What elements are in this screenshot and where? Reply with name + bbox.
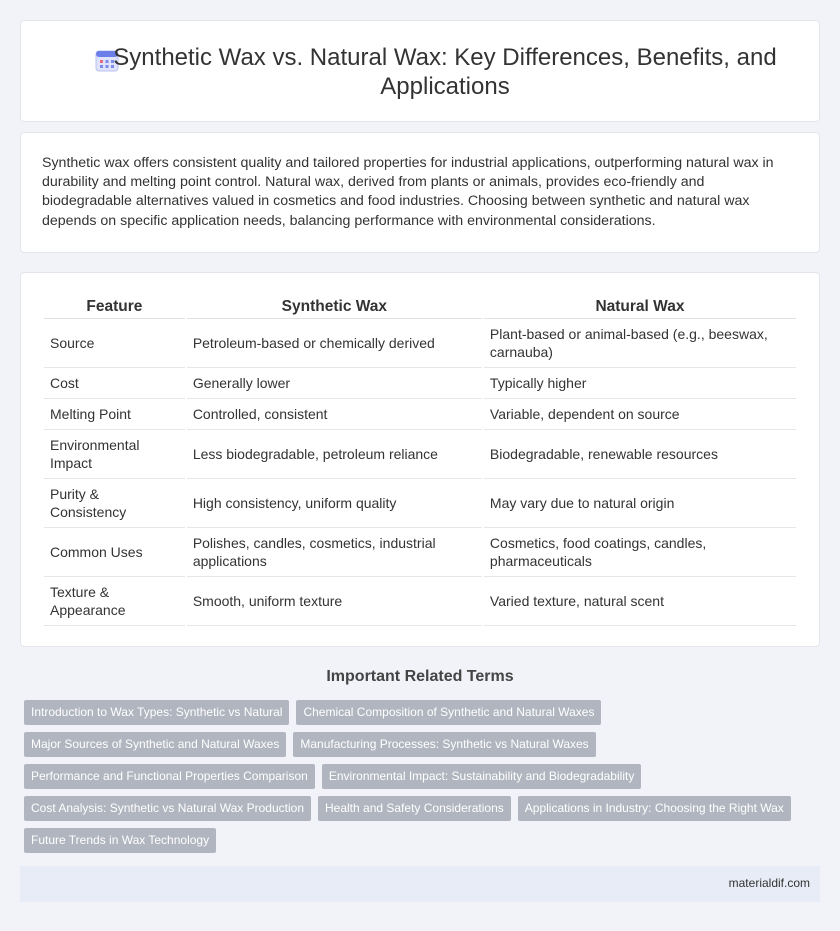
title-card <box>20 20 820 122</box>
footer <box>20 866 820 902</box>
related-term-link[interactable]: Chemical Composition of Synthetic and Natural Waxes <box>296 700 601 725</box>
table-cell: Less biodegradable, petroleum reliance <box>187 430 482 479</box>
related-term-link[interactable]: Health and Safety Considerations <box>318 796 511 821</box>
tag-row <box>24 796 804 821</box>
table-cell: Variable, dependent on source <box>484 399 796 430</box>
table-row <box>44 399 796 430</box>
related-terms-heading: Important Related Terms <box>326 668 514 685</box>
related-term-link[interactable]: Cost Analysis: Synthetic vs Natural Wax Production <box>24 796 311 821</box>
column-header: Natural Wax <box>484 295 796 319</box>
intro-card <box>20 132 820 253</box>
table-cell: Cost <box>44 368 185 399</box>
table-row <box>44 577 796 626</box>
intro-paragraph: Synthetic wax offers consistent quality and tailored properties for industrial applications, outperforming natural wax in durability and melting point control. Natural wax, derived from plants or animals, provides eco-friendly and biodegradable alternatives valued in cosmetics and food industries. Choosing between synthetic and natural wax depends on specific application needs, balancing performance with environmental considerations. <box>42 155 774 229</box>
table-cell: Melting Point <box>44 399 185 430</box>
table-row <box>44 430 796 479</box>
column-header: Feature <box>44 295 185 319</box>
table-cell: Plant-based or animal-based (e.g., beeswax, carnauba) <box>484 319 796 368</box>
related-term-link[interactable]: Major Sources of Synthetic and Natural Waxes <box>24 732 286 757</box>
related-term-link[interactable]: Future Trends in Wax Technology <box>24 828 216 853</box>
tag-row <box>24 700 804 725</box>
column-header: Synthetic Wax <box>187 295 482 319</box>
table-cell: High consistency, uniform quality <box>187 479 482 528</box>
table-row <box>44 319 796 368</box>
footer-site-name: materialdif.com <box>728 876 810 890</box>
table-cell: Purity & Consistency <box>44 479 185 528</box>
comparison-card <box>20 272 820 647</box>
page-title: Synthetic Wax vs. Natural Wax: Key Differences, Benefits, and Applications <box>113 44 777 100</box>
table-cell: Polishes, candles, cosmetics, industrial applications <box>187 528 482 577</box>
table-cell: Varied texture, natural scent <box>484 577 796 626</box>
table-cell: Biodegradable, renewable resources <box>484 430 796 479</box>
tag-row <box>24 828 804 853</box>
table-cell: Smooth, uniform texture <box>187 577 482 626</box>
table-cell: Controlled, consistent <box>187 399 482 430</box>
tag-row <box>24 732 804 757</box>
related-terms <box>24 700 804 860</box>
table-row <box>44 479 796 528</box>
table-cell: Cosmetics, food coatings, candles, pharmaceuticals <box>484 528 796 577</box>
table-row <box>44 528 796 577</box>
related-term-link[interactable]: Environmental Impact: Sustainability and Biodegradability <box>322 764 642 789</box>
table-cell: Texture & Appearance <box>44 577 185 626</box>
table-cell: Common Uses <box>44 528 185 577</box>
comparison-table <box>42 295 798 626</box>
tag-row <box>24 764 804 789</box>
table-cell: Environmental Impact <box>44 430 185 479</box>
related-term-link[interactable]: Introduction to Wax Types: Synthetic vs Natural <box>24 700 289 725</box>
table-cell: Source <box>44 319 185 368</box>
table-cell: Petroleum-based or chemically derived <box>187 319 482 368</box>
table-cell: May vary due to natural origin <box>484 479 796 528</box>
table-row <box>44 368 796 399</box>
table-cell: Generally lower <box>187 368 482 399</box>
table-cell: Typically higher <box>484 368 796 399</box>
related-term-link[interactable]: Performance and Functional Properties Comparison <box>24 764 315 789</box>
related-term-link[interactable]: Applications in Industry: Choosing the Right Wax <box>518 796 791 821</box>
table-header-row <box>44 295 796 319</box>
related-term-link[interactable]: Manufacturing Processes: Synthetic vs Natural Waxes <box>293 732 595 757</box>
